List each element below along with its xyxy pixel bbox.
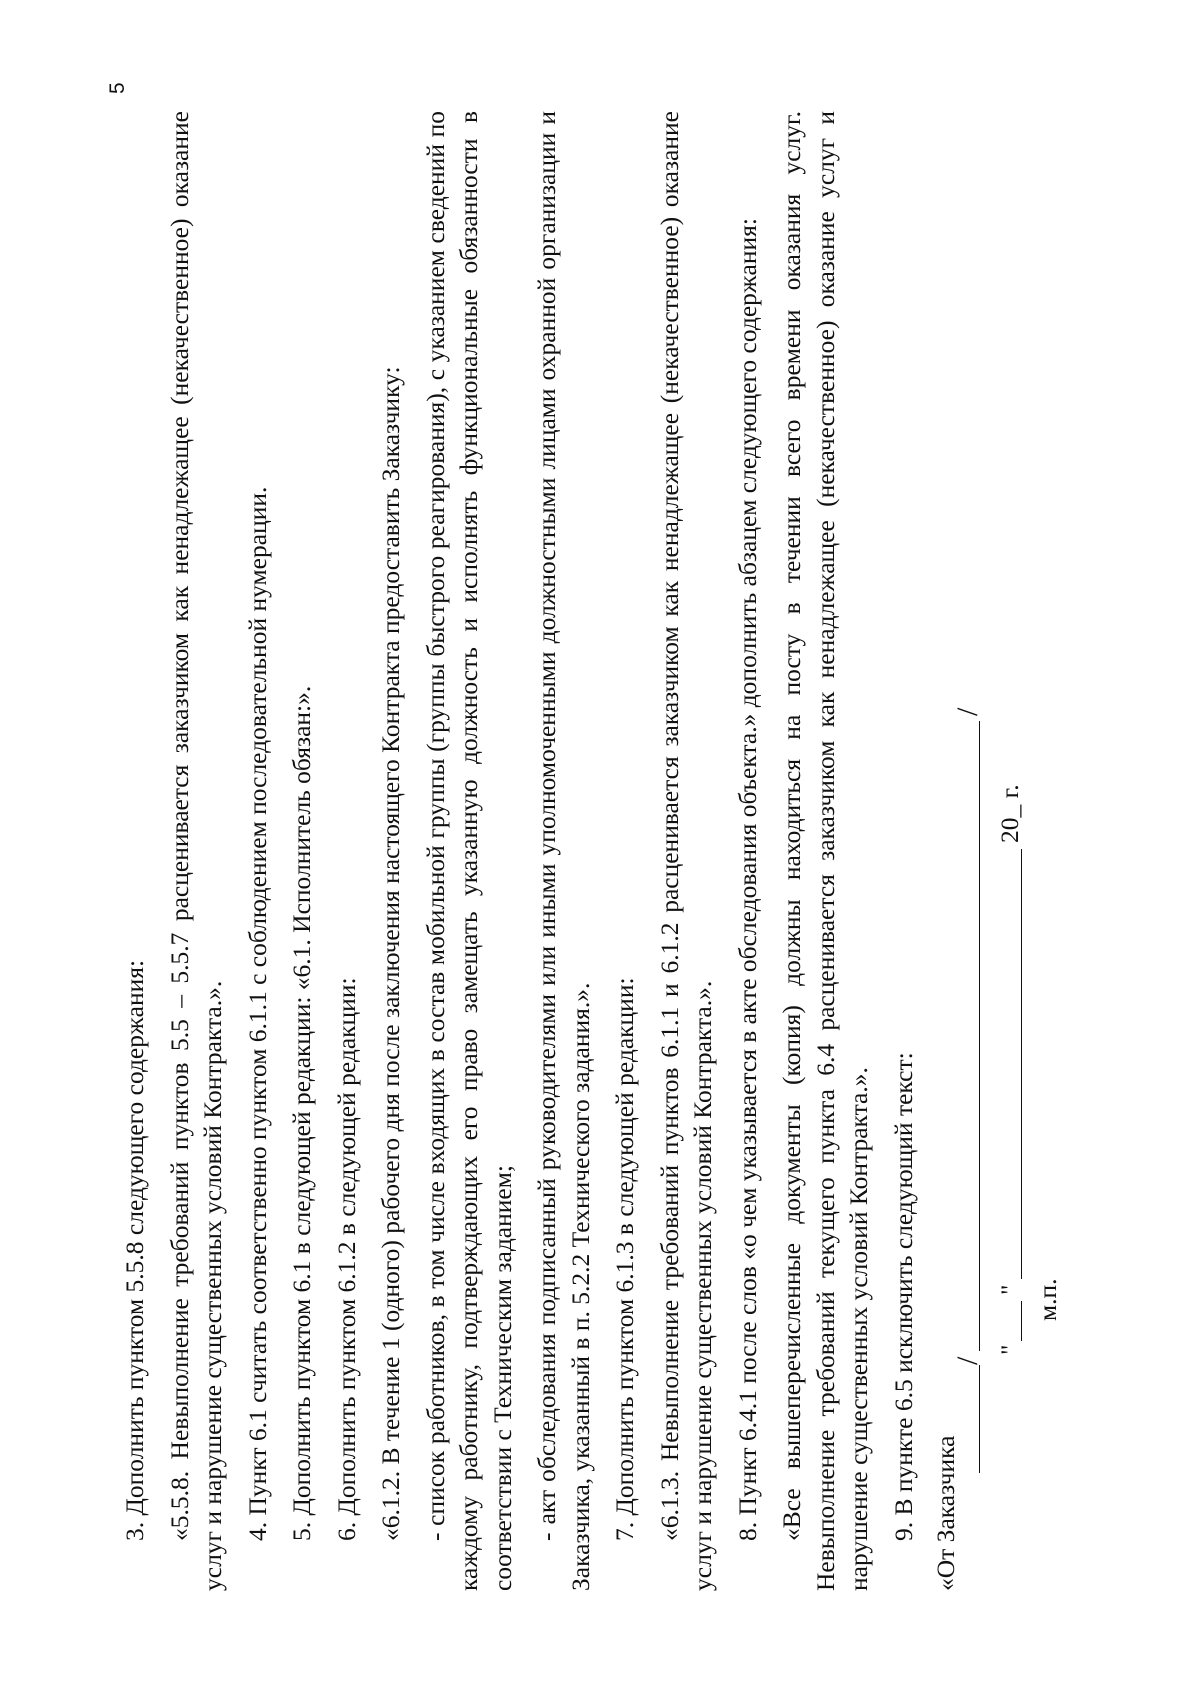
date-day-line <box>1021 1301 1022 1341</box>
paragraph-item-9: 9. В пункте 6.5 исключить следующий текст: <box>888 1052 918 1541</box>
signature-slash-end: / <box>951 707 984 716</box>
signature-line <box>979 1365 980 1473</box>
paragraph-item-5: 5. Дополнить пунктом 6.1 в следующей редакции: «6.1. Исполнитель обязан:». <box>287 685 316 1541</box>
paragraph-clause-6-1-3: «6.1.3. Невыполнение требований пунктов 6.1.1 и 6.1.2 расценивается заказчиком как ненадлежащее (некачественное) оказание услуг и нарушение существенных условий Контракта.». <box>654 111 717 1591</box>
paragraph-item-8: 8. Пункт 6.4.1 после слов «о чем указывается в акте обследования объекта.» дополнить абзацем следующего содержания: <box>732 218 762 1541</box>
paragraph-clause-6-1-2: «6.1.2. В течение 1 (одного) рабочего дня после заключения настоящего Контракта предоставить Заказчику: <box>376 366 405 1541</box>
paragraph-clause-5-5-8: «5.5.8. Невыполнение требований пунктов 5.5 – 5.5.7 расценивается заказчиком как ненадлежащее (некачественное) оказание услуг и нарушение существенных условий Контракта.». <box>164 111 227 1591</box>
signature-slash: / <box>951 1356 984 1365</box>
date-year: 20_ г. <box>995 784 1024 843</box>
paragraph-list-workers: - список работников, в том числе входящих в состав мобильной группы (группы быстрого реагирования), с указанием сведений по каждому работнику, подтверждающих его право замещать указанную должность и исполнять функциональные обязанности в соответствии с Техническим заданием; <box>420 111 517 1591</box>
paragraph-item-4: 4. Пункт 6.1 считать соответственно пунктом 6.1.1 с соблюдением последовательной нумерации. <box>242 486 272 1541</box>
paragraph-item-6: 6. Дополнить пунктом 6.1.2 в следующей редакции: <box>331 977 361 1541</box>
paragraph-inspection-act: - акт обследования подписанный руководителями или иными уполномоченными должностными лицами охранной организации и Заказчика, указанный в п. 5.2.2 Технического задания.». <box>532 111 595 1591</box>
from-customer-label: «От Заказчика <box>931 1435 960 1591</box>
signature-block <box>931 111 1081 1591</box>
document-body <box>118 111 1081 1591</box>
name-line <box>979 721 980 1351</box>
page-number: 5 <box>106 82 129 94</box>
seal-label: м.п. <box>1033 1278 1062 1321</box>
date-quote-close: " <box>995 1284 1024 1295</box>
date-month-line <box>1021 849 1022 1279</box>
date-quote-open: " <box>995 1344 1024 1355</box>
paragraph-item-3: 3. Дополнить пунктом 5.5.8 следующего содержания: <box>120 959 149 1541</box>
paragraph-item-7: 7. Дополнить пунктом 6.1.3 в следующей редакции: <box>610 977 639 1541</box>
paragraph-documents-on-post: «Все вышеперечисленные документы (копия) должны находиться на посту в течении всего времени оказания услуг. Невыполнение требований текущего пункта 6.4 расценивается заказчиком как ненадлежащее (некачественное) оказание услуг и нарушение существенных условий Контракта.». <box>777 111 873 1591</box>
